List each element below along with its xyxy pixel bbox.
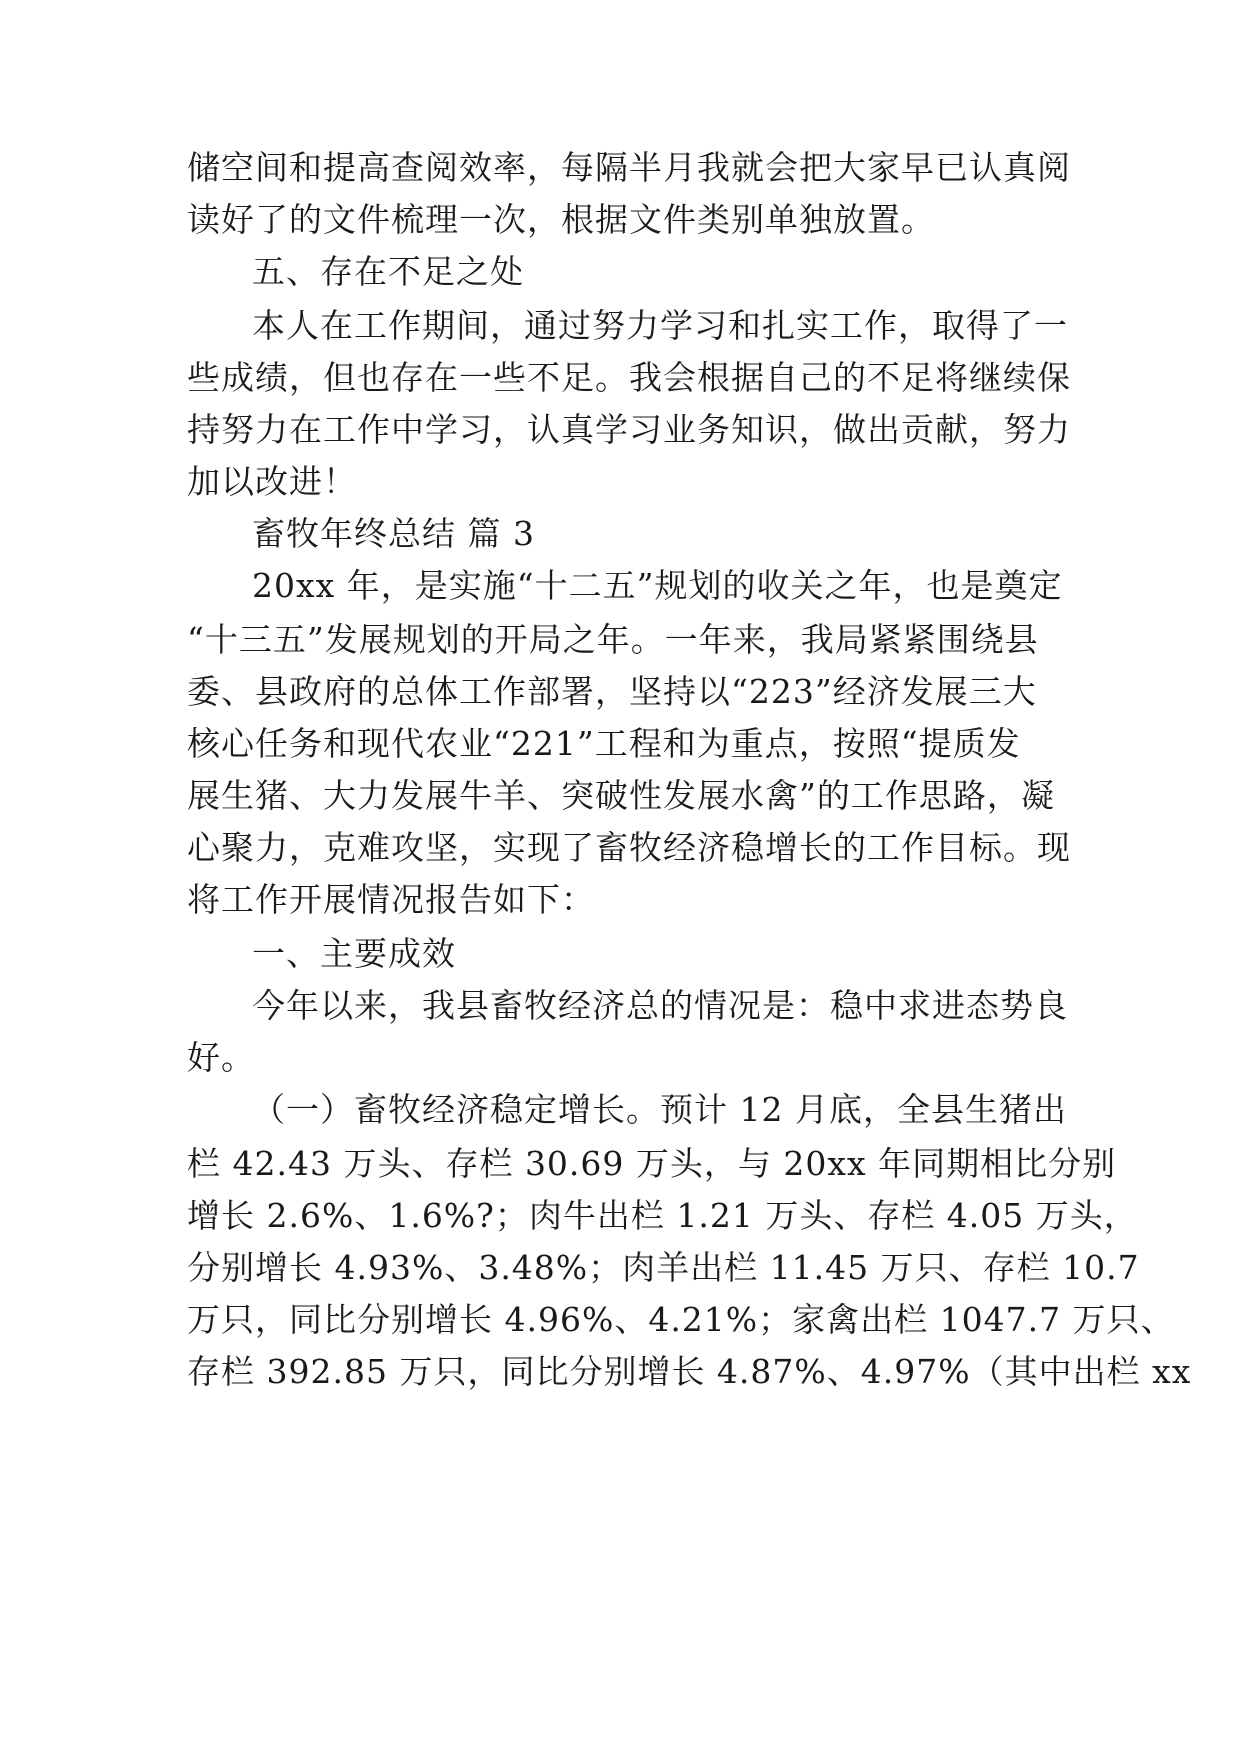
paragraph-line: 持努力在工作中学习，认真学习业务知识，做出贡献，努力 [187,410,1071,449]
paragraph-line: 增长 2.6%、1.6%?；肉牛出栏 1.21 万头、存栏 4.05 万头， [187,1196,1138,1235]
paragraph-line: 些成绩，但也存在一些不足。我会根据自己的不足将继续保 [187,358,1071,397]
section-heading: 五、存在不足之处 [252,252,524,291]
section-heading: 一、主要成效 [252,934,456,973]
paragraph-line: “十三五”发展规划的开局之年。一年来，我局紧紧围绕县 [187,620,1039,659]
paragraph-line: 读好了的文件梳理一次，根据文件类别单独放置。 [187,200,935,239]
paragraph-line: 分别增长 4.93%、3.48%；肉羊出栏 11.45 万只、存栏 10.7 [187,1248,1140,1287]
paragraph-line: 储空间和提高查阅效率，每隔半月我就会把大家早已认真阅 [187,148,1071,187]
paragraph-line: 20xx 年，是实施“十二五”规划的收关之年，也是奠定 [252,566,1063,605]
paragraph-line: 万只，同比分别增长 4.96%、4.21%；家禽出栏 1047.7 万只、 [187,1300,1175,1339]
paragraph-line: 好。 [187,1038,255,1077]
paragraph-line: 委、县政府的总体工作部署，坚持以“223”经济发展三大 [187,672,1037,711]
article-title: 畜牧年终总结 篇 3 [252,514,535,553]
paragraph-line: 存栏 392.85 万只，同比分别增长 4.87%、4.97%（其中出栏 xx [187,1352,1192,1391]
paragraph-line: 今年以来，我县畜牧经济总的情况是：稳中求进态势良 [252,986,1068,1025]
paragraph-line: 加以改进！ [187,462,357,501]
paragraph-line: 栏 42.43 万头、存栏 30.69 万头，与 20xx 年同期相比分别 [187,1144,1117,1183]
paragraph-line: 本人在工作期间，通过努力学习和扎实工作，取得了一 [252,306,1068,345]
paragraph-line: 心聚力，克难攻坚，实现了畜牧经济稳增长的工作目标。现 [187,828,1071,867]
paragraph-line: 展生猪、大力发展牛羊、突破性发展水禽”的工作思路，凝 [187,776,1055,815]
paragraph-line: 将工作开展情况报告如下： [187,880,595,919]
paragraph-line: 核心任务和现代农业“221”工程和为重点，按照“提质发 [187,724,1021,763]
paragraph-line: （一）畜牧经济稳定增长。预计 12 月底，全县生猪出 [252,1090,1067,1129]
